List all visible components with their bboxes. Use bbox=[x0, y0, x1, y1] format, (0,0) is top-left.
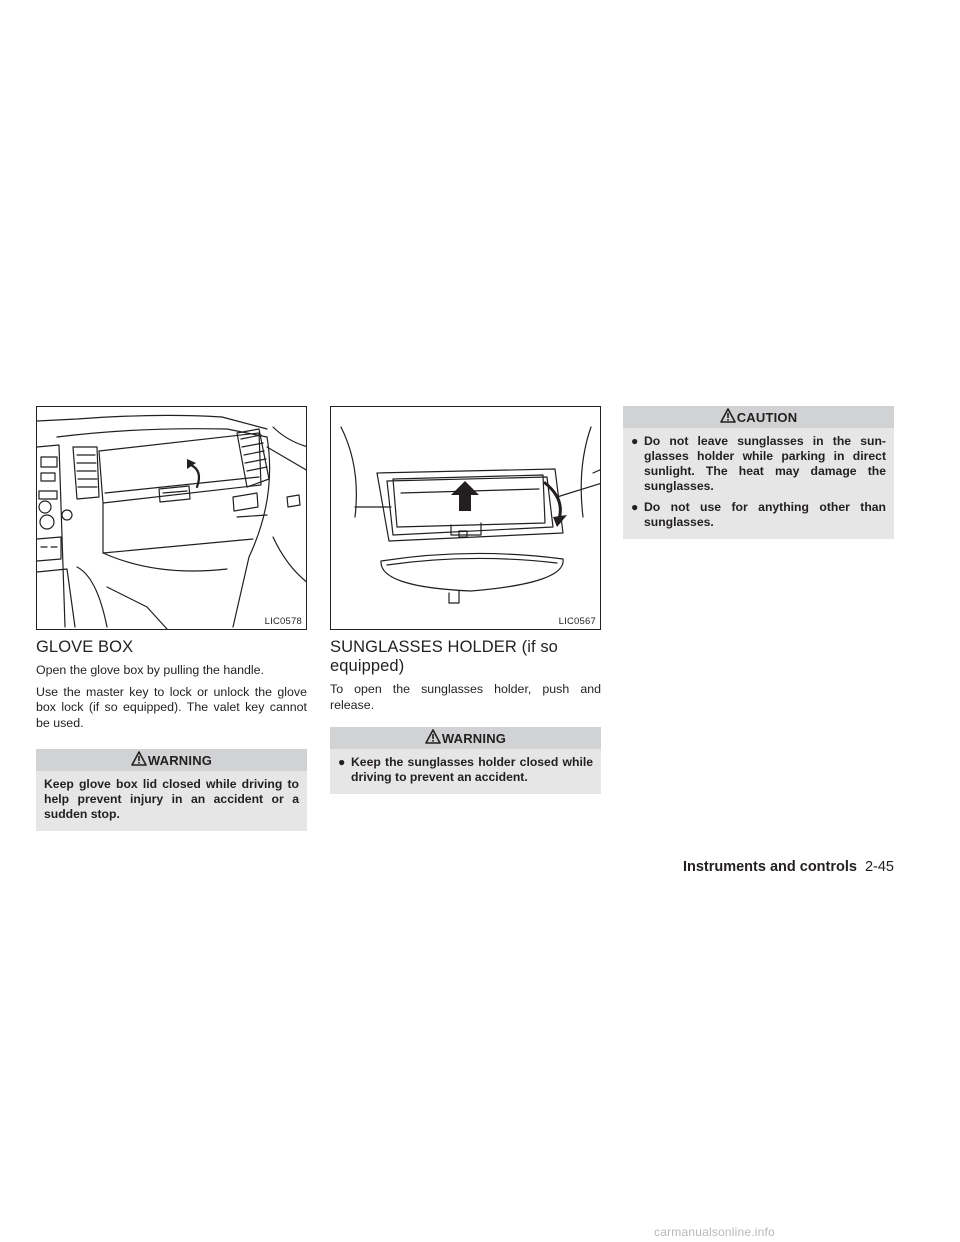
warning-title: WARNING bbox=[441, 730, 507, 746]
caution-bullet bbox=[623, 428, 894, 494]
page-footer bbox=[683, 859, 894, 875]
glove-box-para-2: Use the master key to lock or unlock the glove box lock (if so equipped). The valet key cannot be used. bbox=[36, 684, 307, 730]
caution-column bbox=[623, 406, 894, 539]
glove-box-heading: GLOVE BOX bbox=[36, 638, 134, 656]
sunglasses-heading: SUNGLASSES HOLDER (if so equipped) bbox=[330, 638, 558, 675]
glove-box-para-1: Open the glove box by pulling the handle. bbox=[36, 663, 265, 677]
arrow-icon bbox=[451, 481, 479, 511]
footer-section-title: Instruments and controls bbox=[682, 859, 857, 875]
warning-triangle-icon bbox=[131, 751, 147, 766]
bullet-dot: ● bbox=[631, 500, 639, 514]
caution-bullet bbox=[623, 494, 894, 530]
bullet-text: Keep the sunglasses holder closed while driving to prevent an accident. bbox=[351, 755, 593, 784]
glove-box-illustration bbox=[37, 407, 307, 630]
caution-box bbox=[623, 406, 894, 539]
bullet-text: Do not use for anything other than sunglasses. bbox=[644, 500, 886, 529]
warning-triangle-icon bbox=[720, 408, 736, 423]
bullet-dot: ● bbox=[631, 434, 639, 448]
glove-box-figure bbox=[36, 406, 307, 630]
glove-box-warning bbox=[36, 749, 307, 831]
warning-title: WARNING bbox=[147, 752, 213, 768]
warning-bullet bbox=[330, 749, 601, 785]
warning-header bbox=[330, 727, 601, 749]
figure-code: LIC0578 bbox=[264, 616, 302, 627]
watermark[interactable]: carmanualsonline.info bbox=[654, 1225, 775, 1239]
warning-triangle-icon bbox=[425, 729, 441, 744]
bullet-text: Do not leave sunglasses in the sun-glasses holder while parking in direct sunlight. The heat may damage the sunglasses. bbox=[644, 434, 886, 493]
sunglasses-figure bbox=[330, 406, 601, 630]
bullet-dot: ● bbox=[338, 755, 346, 769]
sunglasses-column bbox=[330, 406, 601, 794]
sunglasses-illustration bbox=[331, 407, 601, 630]
figure-code: LIC0567 bbox=[558, 616, 596, 627]
warning-text: Keep glove box lid closed while driving to help prevent injury in an accident or a sudden stop. bbox=[44, 777, 299, 821]
glove-box-column bbox=[36, 406, 307, 831]
page-number: 2-45 bbox=[864, 859, 894, 875]
caution-header bbox=[623, 406, 894, 428]
sunglasses-para-1: To open the sunglasses holder, push and release. bbox=[330, 682, 601, 712]
sunglasses-warning bbox=[330, 727, 601, 794]
caution-title: CAUTION bbox=[736, 409, 798, 425]
warning-header bbox=[36, 749, 307, 771]
